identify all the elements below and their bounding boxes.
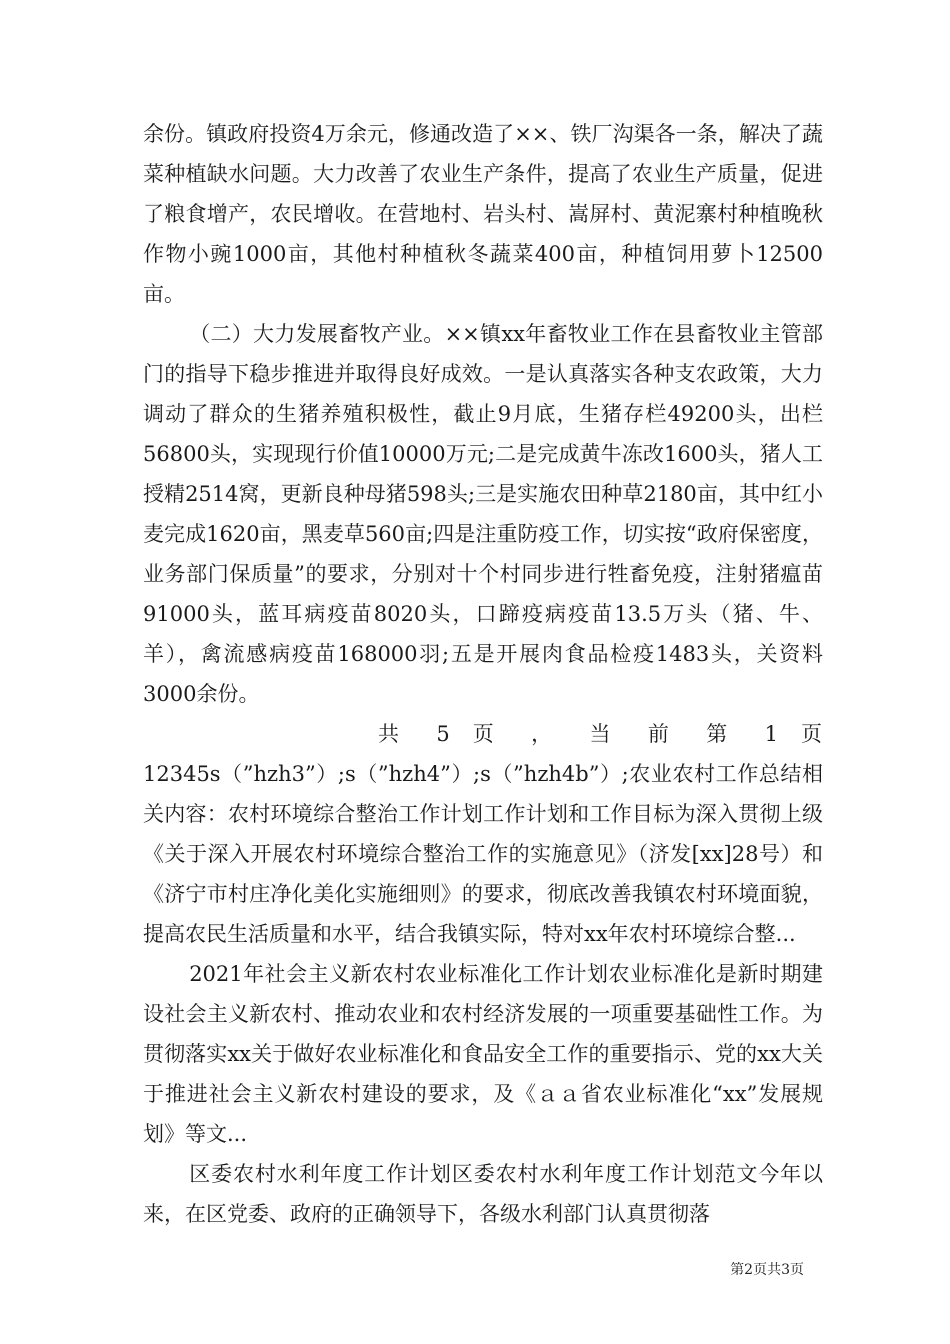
paragraph-water-conservancy: 区委农村水利年度工作计划区委农村水利年度工作计划范文今年以来，在区党委、政府的正确领导下，各级水利部门认真贯彻落 [143,1162,823,1226]
paragraph-crop-planting: 余份。镇政府投资4万余元，修通改造了××、铁厂沟渠各一条，解决了蔬菜种植缺水问题。大力改善了农业生产条件，提高了农业生产质量，促进了粮食增产，农民增收。在营地村、岩头村、嵩屏村、黄泥寨村种植晚秋作物小豌1000亩，其他村种植秋冬蔬菜400亩，种植饲用萝卜12500亩。 [143,122,823,306]
inline-page-indicator: 共 5 页 ， 当 前 第 1 页 [378,722,823,746]
page-footer: 第2页共3页 [730,1262,804,1278]
document-body [143,114,823,1234]
paragraph-livestock: （二）大力发展畜牧产业。××镇xx年畜牧业工作在县畜牧业主管部门的指导下稳步推进并取得良好成效。一是认真落实各种支农政策，大力调动了群众的生猪养殖积极性，截止9月底，生猪存栏49200头，出栏56800头，实现现行价值10000万元;二是完成黄牛冻改1600头，猪人工授精2514窝，更新良种母猪598头;三是实施农田种草2180亩，其中红小麦完成1620亩，黑麦草560亩;四是注重防疫工作，切实按“政府保密度，业务部门保质量”的要求，分别对十个村同步进行牲畜免疫，注射猪瘟苗91000头，蓝耳病疫苗8020头，口蹄疫病疫苗13.5万头（猪、牛、羊），禽流感病疫苗168000羽;五是开展肉食品检疫1483头，关资料3000余份。 [143,322,823,706]
paragraph-rural-environment: 12345s（”hzh3”）;s（”hzh4”）;s（”hzh4b”）;农业农村工作总结相关内容：农村环境综合整治工作计划工作计划和工作目标为深入贯彻上级《关于深入开展农村环境综合整治工作的实施意见》（济发[xx]28号）和《济宁市村庄净化美化实施细则》的要求，彻底改善我镇农村环境面貌，提高农民生活质量和水平，结合我镇实际，特对xx年农村环境综合整... [143,762,823,946]
paragraph-agri-standardization: 2021年社会主义新农村农业标准化工作计划农业标准化是新时期建设社会主义新农村、推动农业和农村经济发展的一项重要基础性工作。为贯彻落实xx关于做好农业标准化和食品安全工作的重要指示、党的xx大关于推进社会主义新农村建设的要求，及《ａａ省农业标准化“xx”发展规划》等文... [143,962,823,1146]
